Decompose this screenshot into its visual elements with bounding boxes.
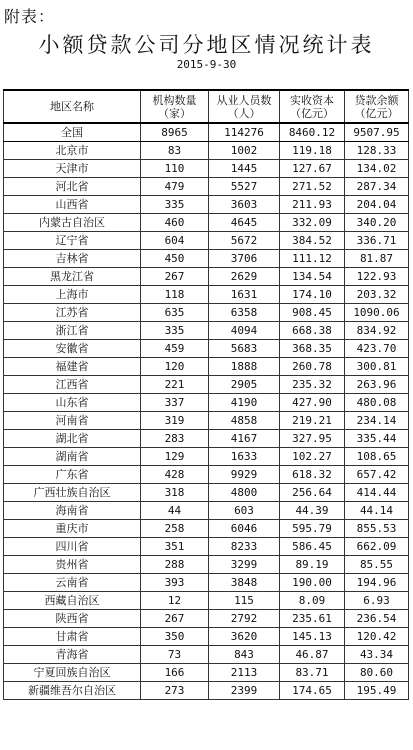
loans-cell: 44.14 [345, 502, 409, 520]
capital-cell: 44.39 [280, 502, 345, 520]
capital-cell: 174.65 [280, 682, 345, 700]
capital-cell: 211.93 [280, 196, 345, 214]
header-institutions-unit: （家） [158, 106, 191, 120]
table-row [4, 178, 409, 196]
region-cell: 河南省 [4, 412, 141, 430]
table-row [4, 142, 409, 160]
region-cell: 山西省 [4, 196, 141, 214]
region-cell: 福建省 [4, 358, 141, 376]
institutions-cell: 12 [141, 592, 209, 610]
capital-cell: 327.95 [280, 430, 345, 448]
table-row [4, 466, 409, 484]
capital-cell: 46.87 [280, 646, 345, 664]
region-cell: 新疆维吾尔自治区 [4, 682, 141, 700]
loans-cell: 108.65 [345, 448, 409, 466]
loans-cell: 80.60 [345, 664, 409, 682]
table-header [4, 90, 409, 123]
capital-cell: 256.64 [280, 484, 345, 502]
table-body [4, 123, 409, 700]
region-cell: 青海省 [4, 646, 141, 664]
table-row [4, 232, 409, 250]
header-employees [209, 90, 280, 123]
table-row [4, 304, 409, 322]
table-row [4, 412, 409, 430]
header-employees-label: 从业人员数 [216, 93, 272, 107]
table-row [4, 520, 409, 538]
table-row [4, 502, 409, 520]
institutions-cell: 635 [141, 304, 209, 322]
header-employees-unit: （人） [227, 106, 261, 120]
header-loans [345, 90, 409, 123]
institutions-cell: 118 [141, 286, 209, 304]
employees-cell: 4167 [209, 430, 280, 448]
employees-cell: 3706 [209, 250, 280, 268]
capital-cell: 83.71 [280, 664, 345, 682]
header-region [4, 90, 141, 123]
institutions-cell: 258 [141, 520, 209, 538]
capital-cell: 618.32 [280, 466, 345, 484]
loans-cell: 128.33 [345, 142, 409, 160]
employees-cell: 3603 [209, 196, 280, 214]
region-cell: 江西省 [4, 376, 141, 394]
employees-cell: 5672 [209, 232, 280, 250]
header-institutions-label: 机构数量 [152, 93, 197, 107]
table-row [4, 574, 409, 592]
statistics-table [3, 89, 409, 700]
loans-cell: 335.44 [345, 430, 409, 448]
capital-cell: 235.32 [280, 376, 345, 394]
loans-cell: 236.54 [345, 610, 409, 628]
institutions-cell: 129 [141, 448, 209, 466]
employees-cell: 1631 [209, 286, 280, 304]
table-row [4, 214, 409, 232]
table-row [4, 646, 409, 664]
table-row [4, 394, 409, 412]
institutions-cell: 337 [141, 394, 209, 412]
employees-cell: 603 [209, 502, 280, 520]
institutions-cell: 428 [141, 466, 209, 484]
employees-cell: 2792 [209, 610, 280, 628]
loans-cell: 336.71 [345, 232, 409, 250]
loans-cell: 43.34 [345, 646, 409, 664]
capital-cell: 8.09 [280, 592, 345, 610]
table-row [4, 682, 409, 700]
loans-cell: 657.42 [345, 466, 409, 484]
loans-cell: 263.96 [345, 376, 409, 394]
loans-cell: 134.02 [345, 160, 409, 178]
employees-cell: 1888 [209, 358, 280, 376]
loans-cell: 414.44 [345, 484, 409, 502]
region-cell: 云南省 [4, 574, 141, 592]
region-cell: 四川省 [4, 538, 141, 556]
institutions-cell: 460 [141, 214, 209, 232]
capital-cell: 89.19 [280, 556, 345, 574]
employees-cell: 3848 [209, 574, 280, 592]
institutions-cell: 44 [141, 502, 209, 520]
employees-cell: 5683 [209, 340, 280, 358]
loans-cell: 195.49 [345, 682, 409, 700]
region-cell: 天津市 [4, 160, 141, 178]
institutions-cell: 283 [141, 430, 209, 448]
header-capital-label: 实收资本 [290, 93, 334, 107]
institutions-cell: 459 [141, 340, 209, 358]
employees-cell: 6046 [209, 520, 280, 538]
header-region-label: 地区名称 [50, 100, 94, 113]
loans-cell: 194.96 [345, 574, 409, 592]
region-cell: 安徽省 [4, 340, 141, 358]
report-date: 2015-9-30 [176, 58, 237, 71]
table-row [4, 448, 409, 466]
region-cell: 山东省 [4, 394, 141, 412]
institutions-cell: 288 [141, 556, 209, 574]
capital-cell: 111.12 [280, 250, 345, 268]
loans-cell: 9507.95 [345, 123, 409, 142]
region-cell: 上海市 [4, 286, 141, 304]
table-row [4, 358, 409, 376]
region-cell: 贵州省 [4, 556, 141, 574]
employees-cell: 114276 [209, 123, 280, 142]
capital-cell: 384.52 [280, 232, 345, 250]
region-cell: 广东省 [4, 466, 141, 484]
capital-cell: 190.00 [280, 574, 345, 592]
capital-cell: 271.52 [280, 178, 345, 196]
region-cell: 吉林省 [4, 250, 141, 268]
document-title: 小额贷款公司分地区情况统计表 [38, 33, 375, 57]
employees-cell: 2113 [209, 664, 280, 682]
table-row [4, 160, 409, 178]
table-row [4, 610, 409, 628]
region-cell: 河北省 [4, 178, 141, 196]
loans-cell: 203.32 [345, 286, 409, 304]
capital-cell: 368.35 [280, 340, 345, 358]
employees-cell: 4800 [209, 484, 280, 502]
institutions-cell: 335 [141, 196, 209, 214]
institutions-cell: 335 [141, 322, 209, 340]
institutions-cell: 166 [141, 664, 209, 682]
region-cell: 辽宁省 [4, 232, 141, 250]
region-cell: 内蒙古自治区 [4, 214, 141, 232]
table-row [4, 430, 409, 448]
loans-cell: 120.42 [345, 628, 409, 646]
table-row [4, 340, 409, 358]
institutions-cell: 319 [141, 412, 209, 430]
capital-cell: 145.13 [280, 628, 345, 646]
institutions-cell: 318 [141, 484, 209, 502]
capital-cell: 8460.12 [280, 123, 345, 142]
capital-cell: 332.09 [280, 214, 345, 232]
institutions-cell: 73 [141, 646, 209, 664]
attachment-label: 附表： [4, 7, 56, 26]
loans-cell: 81.87 [345, 250, 409, 268]
institutions-cell: 267 [141, 610, 209, 628]
employees-cell: 4858 [209, 412, 280, 430]
loans-cell: 204.04 [345, 196, 409, 214]
region-cell: 全国 [4, 123, 141, 142]
region-cell: 湖南省 [4, 448, 141, 466]
loans-cell: 287.34 [345, 178, 409, 196]
table-row [4, 286, 409, 304]
region-cell: 广西壮族自治区 [4, 484, 141, 502]
region-cell: 浙江省 [4, 322, 141, 340]
institutions-cell: 479 [141, 178, 209, 196]
header-loans-label: 贷款余额 [354, 93, 399, 107]
employees-cell: 2905 [209, 376, 280, 394]
header-loans-unit: （亿元） [354, 106, 399, 120]
employees-cell: 4645 [209, 214, 280, 232]
region-cell: 重庆市 [4, 520, 141, 538]
loans-cell: 1090.06 [345, 304, 409, 322]
institutions-cell: 604 [141, 232, 209, 250]
capital-cell: 134.54 [280, 268, 345, 286]
capital-cell: 235.61 [280, 610, 345, 628]
institutions-cell: 83 [141, 142, 209, 160]
employees-cell: 4190 [209, 394, 280, 412]
loans-cell: 300.81 [345, 358, 409, 376]
table-row [4, 196, 409, 214]
loans-cell: 834.92 [345, 322, 409, 340]
region-cell: 陕西省 [4, 610, 141, 628]
capital-cell: 260.78 [280, 358, 345, 376]
table-row [4, 376, 409, 394]
employees-cell: 115 [209, 592, 280, 610]
institutions-cell: 393 [141, 574, 209, 592]
region-cell: 北京市 [4, 142, 141, 160]
employees-cell: 9929 [209, 466, 280, 484]
employees-cell: 6358 [209, 304, 280, 322]
table-row [4, 556, 409, 574]
employees-cell: 3299 [209, 556, 280, 574]
region-cell: 黑龙江省 [4, 268, 141, 286]
employees-cell: 1633 [209, 448, 280, 466]
institutions-cell: 267 [141, 268, 209, 286]
region-cell: 西藏自治区 [4, 592, 141, 610]
institutions-cell: 350 [141, 628, 209, 646]
table-row [4, 628, 409, 646]
region-cell: 宁夏回族自治区 [4, 664, 141, 682]
institutions-cell: 450 [141, 250, 209, 268]
table-row [4, 538, 409, 556]
employees-cell: 5527 [209, 178, 280, 196]
employees-cell: 2629 [209, 268, 280, 286]
region-cell: 海南省 [4, 502, 141, 520]
institutions-cell: 120 [141, 358, 209, 376]
employees-cell: 3620 [209, 628, 280, 646]
employees-cell: 1002 [209, 142, 280, 160]
capital-cell: 595.79 [280, 520, 345, 538]
region-cell: 甘肃省 [4, 628, 141, 646]
institutions-cell: 221 [141, 376, 209, 394]
loans-cell: 6.93 [345, 592, 409, 610]
loans-cell: 122.93 [345, 268, 409, 286]
table-row [4, 268, 409, 286]
loans-cell: 85.55 [345, 556, 409, 574]
header-institutions [141, 90, 209, 123]
header-capital [280, 90, 345, 123]
capital-cell: 908.45 [280, 304, 345, 322]
institutions-cell: 8965 [141, 123, 209, 142]
loans-cell: 234.14 [345, 412, 409, 430]
table-row [4, 123, 409, 142]
region-cell: 江苏省 [4, 304, 141, 322]
employees-cell: 843 [209, 646, 280, 664]
region-cell: 湖北省 [4, 430, 141, 448]
table-row [4, 322, 409, 340]
employees-cell: 1445 [209, 160, 280, 178]
header-row [4, 90, 409, 123]
capital-cell: 668.38 [280, 322, 345, 340]
loans-cell: 855.53 [345, 520, 409, 538]
capital-cell: 102.27 [280, 448, 345, 466]
loans-cell: 662.09 [345, 538, 409, 556]
employees-cell: 8233 [209, 538, 280, 556]
institutions-cell: 351 [141, 538, 209, 556]
table-row [4, 484, 409, 502]
institutions-cell: 273 [141, 682, 209, 700]
table-row [4, 592, 409, 610]
loans-cell: 340.20 [345, 214, 409, 232]
table-row [4, 664, 409, 682]
capital-cell: 174.10 [280, 286, 345, 304]
capital-cell: 427.90 [280, 394, 345, 412]
loans-cell: 423.70 [345, 340, 409, 358]
capital-cell: 219.21 [280, 412, 345, 430]
employees-cell: 2399 [209, 682, 280, 700]
loans-cell: 480.08 [345, 394, 409, 412]
employees-cell: 4094 [209, 322, 280, 340]
table-row [4, 250, 409, 268]
capital-cell: 119.18 [280, 142, 345, 160]
capital-cell: 127.67 [280, 160, 345, 178]
header-capital-unit: （亿元） [290, 106, 334, 120]
institutions-cell: 110 [141, 160, 209, 178]
capital-cell: 586.45 [280, 538, 345, 556]
